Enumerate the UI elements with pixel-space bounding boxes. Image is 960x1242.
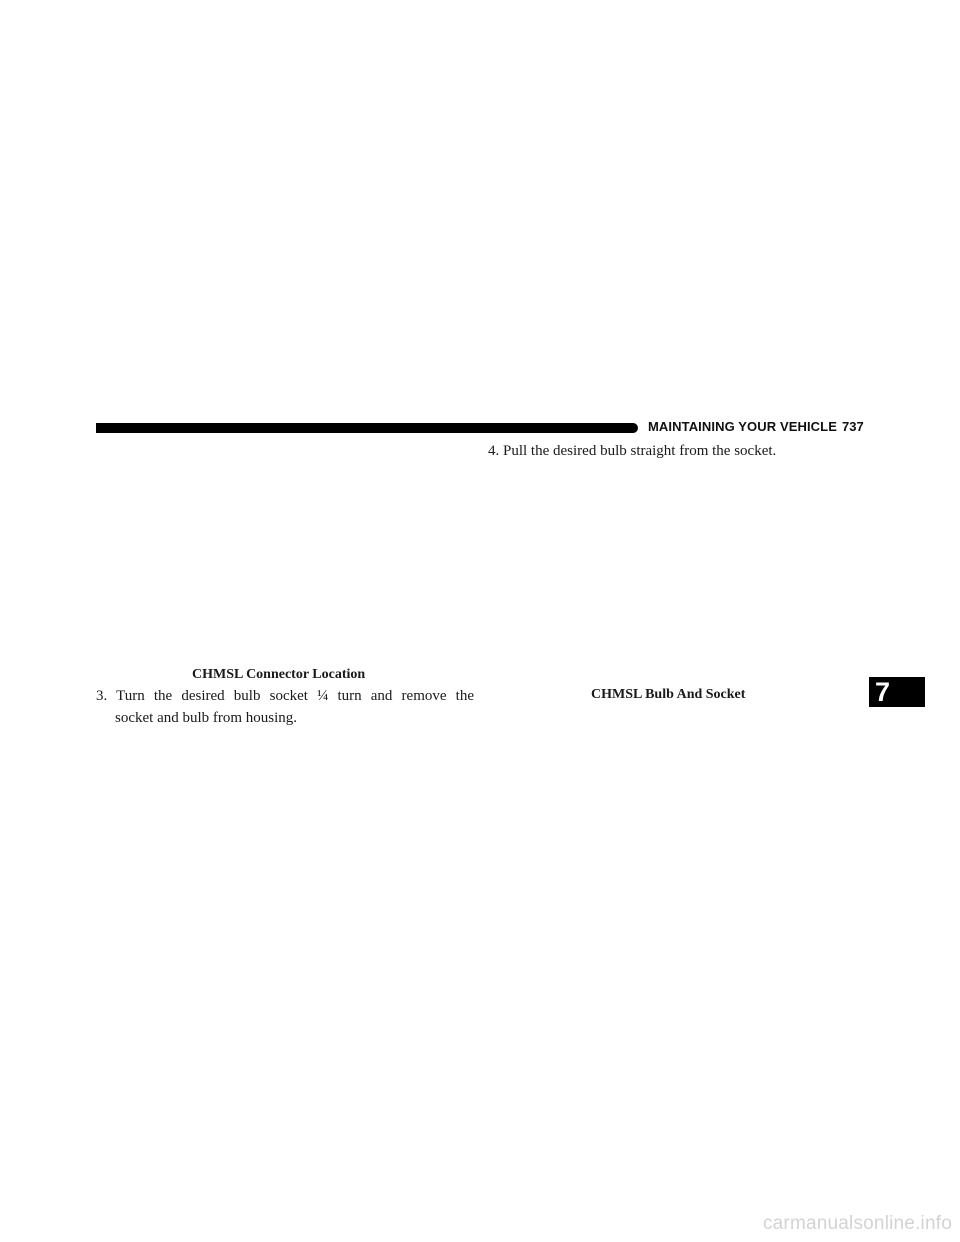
figure-caption-connector: CHMSL Connector Location — [192, 667, 366, 682]
chapter-tab — [869, 677, 925, 707]
step-4-text: Pull the desired bulb straight from the socket. — [503, 443, 777, 459]
step-3-line1 — [96, 685, 474, 707]
step-3 — [96, 685, 474, 729]
step-4 — [488, 440, 776, 462]
step-3-line1-text: Turn the desired bulb socket ¼ turn and remove the — [116, 688, 474, 704]
step-4-number: 4. — [488, 443, 500, 459]
page-number: 737 — [842, 419, 864, 434]
watermark: carmanualsonline.info — [762, 1213, 952, 1234]
figure-chmsl-bulb-socket — [488, 472, 838, 682]
figure-chmsl-connector-location — [112, 446, 462, 646]
figure-caption-bulb-socket: CHMSL Bulb And Socket — [591, 687, 746, 702]
header-rule — [96, 423, 638, 433]
step-3-number: 3. — [96, 688, 108, 704]
step-3-line2: socket and bulb from housing. — [115, 710, 298, 726]
chapter-number: 7 — [875, 677, 891, 707]
section-title: MAINTAINING YOUR VEHICLE — [648, 419, 837, 434]
